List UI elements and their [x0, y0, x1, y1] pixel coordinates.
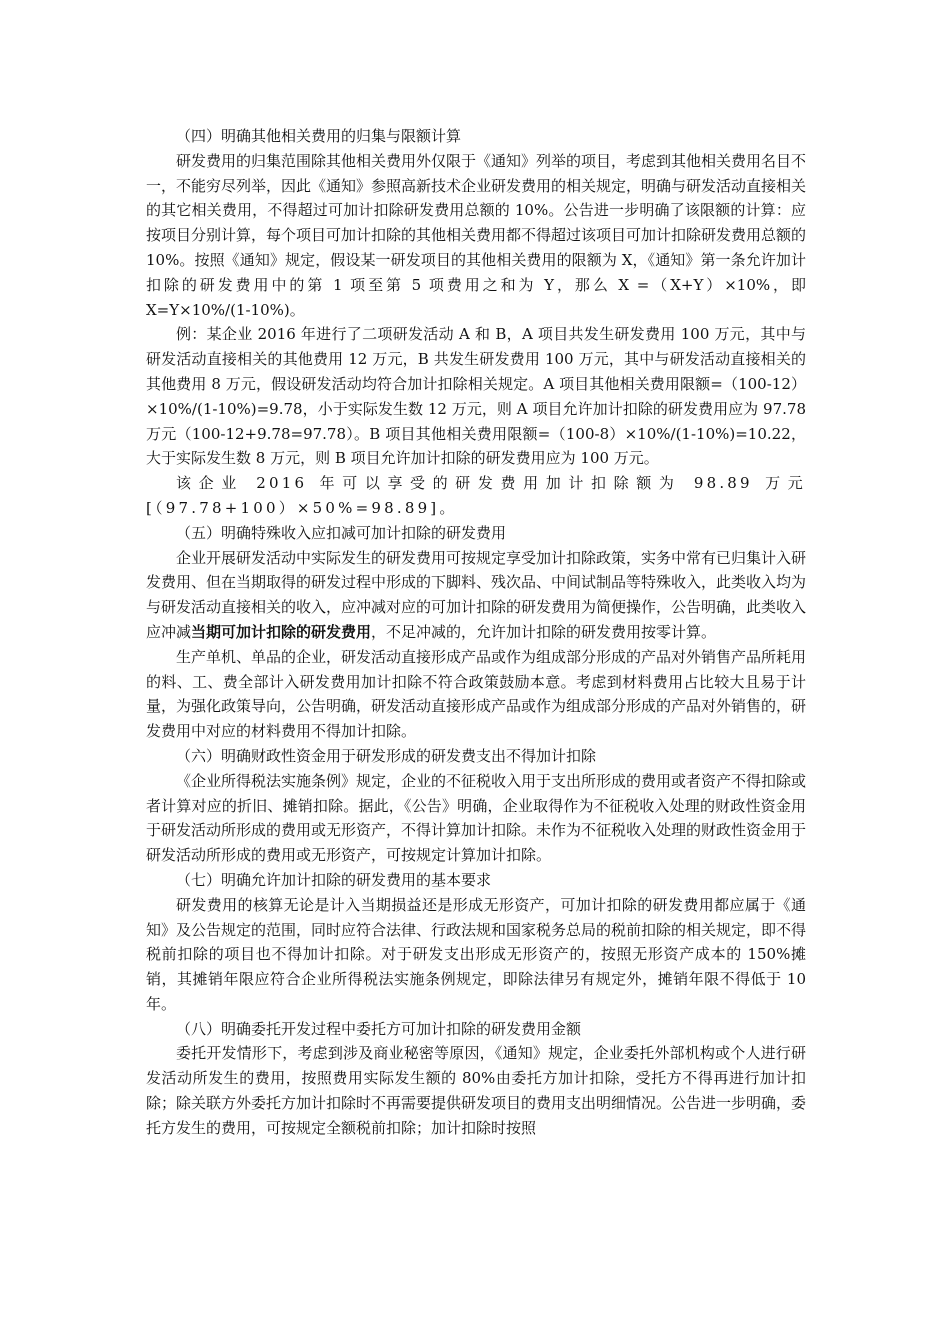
section-5-p1-text-after: ，不足冲减的，允许加计扣除的研发费用按零计算。	[371, 622, 717, 641]
section-4-example-paragraph: 例：某企业 2016 年进行了二项研发活动 A 和 B，A 项目共发生研发费用 100 万元，其中与研发活动直接相关的其他费用 12 万元，B 共发生研发费用 100 万元，其中与研发活动直接相关的其他费用 8 万元，假设研发活动均符合加计扣除相关规定。A 项目其他相关费用限额=（100-12）×10%/(1-10%)=9.78，小于实际发生数 12 万元，则 A 项目允许加计扣除的研发费用应为 97.78 万元（100-12+9.78=97.78）。B 项目其他相关费用限额=（100-8）×10%/(1-10%)=10.22，大于实际发生数 8 万元，则 B 项目允许加计扣除的研发费用应为 100 万元。	[146, 325, 806, 468]
document-page	[146, 124, 806, 1141]
section-heading-4: （四）明确其他相关费用的归集与限额计算	[176, 127, 462, 145]
section-5-paragraph-1	[146, 546, 806, 645]
section-6-paragraph-1: 《企业所得税法实施条例》规定，企业的不征税收入用于支出所形成的费用或者资产不得扣除或者计算对应的折旧、摊销扣除。据此，《公告》明确，企业取得作为不征税收入处理的财政性资金用于研发活动所形成的费用或无形资产，不得计算加计扣除。未作为不征税收入处理的财政性资金用于研发活动所形成的费用或无形资产，可按规定计算加计扣除。	[146, 771, 807, 865]
section-5-paragraph-2: 生产单机、单品的企业，研发活动直接形成产品或作为组成部分形成的产品对外销售产品所耗用的料、工、费全部计入研发费用加计扣除不符合政策鼓励本意。考虑到材料费用占比较大且易于计量，为强化政策导向，公告明确，研发活动直接形成产品或作为组成部分形成的产品对外销售的，研发费用中对应的材料费用不得加计扣除。	[146, 647, 807, 741]
section-heading-5: （五）明确特殊收入应扣减可加计扣除的研发费用	[176, 523, 507, 542]
section-heading-7: （七）明确允许加计扣除的研发费用的基本要求	[176, 870, 492, 889]
section-heading-6: （六）明确财政性资金用于研发形成的研发费支出不得加计扣除	[176, 746, 597, 765]
section-4-summary-paragraph: 该企业 2016 年可以享受的研发费用加计扣除额为 98.89 万元[（97.78+100）×50%=98.89]。	[146, 474, 806, 517]
section-5-p1-text-before: 企业开展研发活动中实际发生的研发费用可按规定享受加计扣除政策，实务中常有已归集计入研发费用、但在当期取得的研发过程中形成的下脚料、残次品、中间试制品等特殊收入，此类收入均为与研发活动直接相关的收入，应冲减对应的可加计扣除的研发费用为简便操作，公告明确，此类收入应冲减	[146, 548, 807, 641]
section-5-p1-bold-text: 当期可加计扣除的研发费用	[191, 622, 372, 641]
section-heading-8: （八）明确委托开发过程中委托方可加计扣除的研发费用金额	[176, 1019, 582, 1038]
section-4-paragraph-1: 研发费用的归集范围除其他相关费用外仅限于《通知》列举的项目，考虑到其他相关费用名目不一，不能穷尽列举，因此《通知》参照高新技术企业研发费用的相关规定，明确与研发活动直接相关的其它相关费用，不得超过可加计扣除研发费用总额的 10%。公告进一步明确了该限额的计算：应按项目分别计算，每个项目可加计扣除的其他相关费用都不得超过该项目可加计扣除研发费用总额的 10%。按照《通知》规定，假设某一研发项目的其他相关费用的限额为 X，《通知》第一条允许加计扣除的研发费用中的第 1 项至第 5 项费用之和为 Y，那么 X =（X+Y）×10%，即 X=Y×10%/(1-10%)。	[146, 151, 807, 319]
section-7-paragraph-1: 研发费用的核算无论是计入当期损益还是形成无形资产，可加计扣除的研发费用都应属于《通知》及公告规定的范围，同时应符合法律、行政法规和国家税务总局的税前扣除的相关规定，即不得税前扣除的项目也不得加计扣除。对于研发支出形成无形资产的，按照无形资产成本的 150%摊销，其摊销年限应符合企业所得税法实施条例规定，即除法律另有规定外，摊销年限不得低于 10 年。	[146, 895, 807, 1013]
section-8-paragraph-1: 委托开发情形下，考虑到涉及商业秘密等原因，《通知》规定，企业委托外部机构或个人进行研发活动所发生的费用，按照费用实际发生额的 80%由委托方加计扣除，受托方不得再进行加计扣除；除关联方外委托方加计扣除时不再需要提供研发项目的费用支出明细情况。公告进一步明确，委托方发生的费用，可按规定全额税前扣除；加计扣除时按照	[146, 1044, 807, 1137]
